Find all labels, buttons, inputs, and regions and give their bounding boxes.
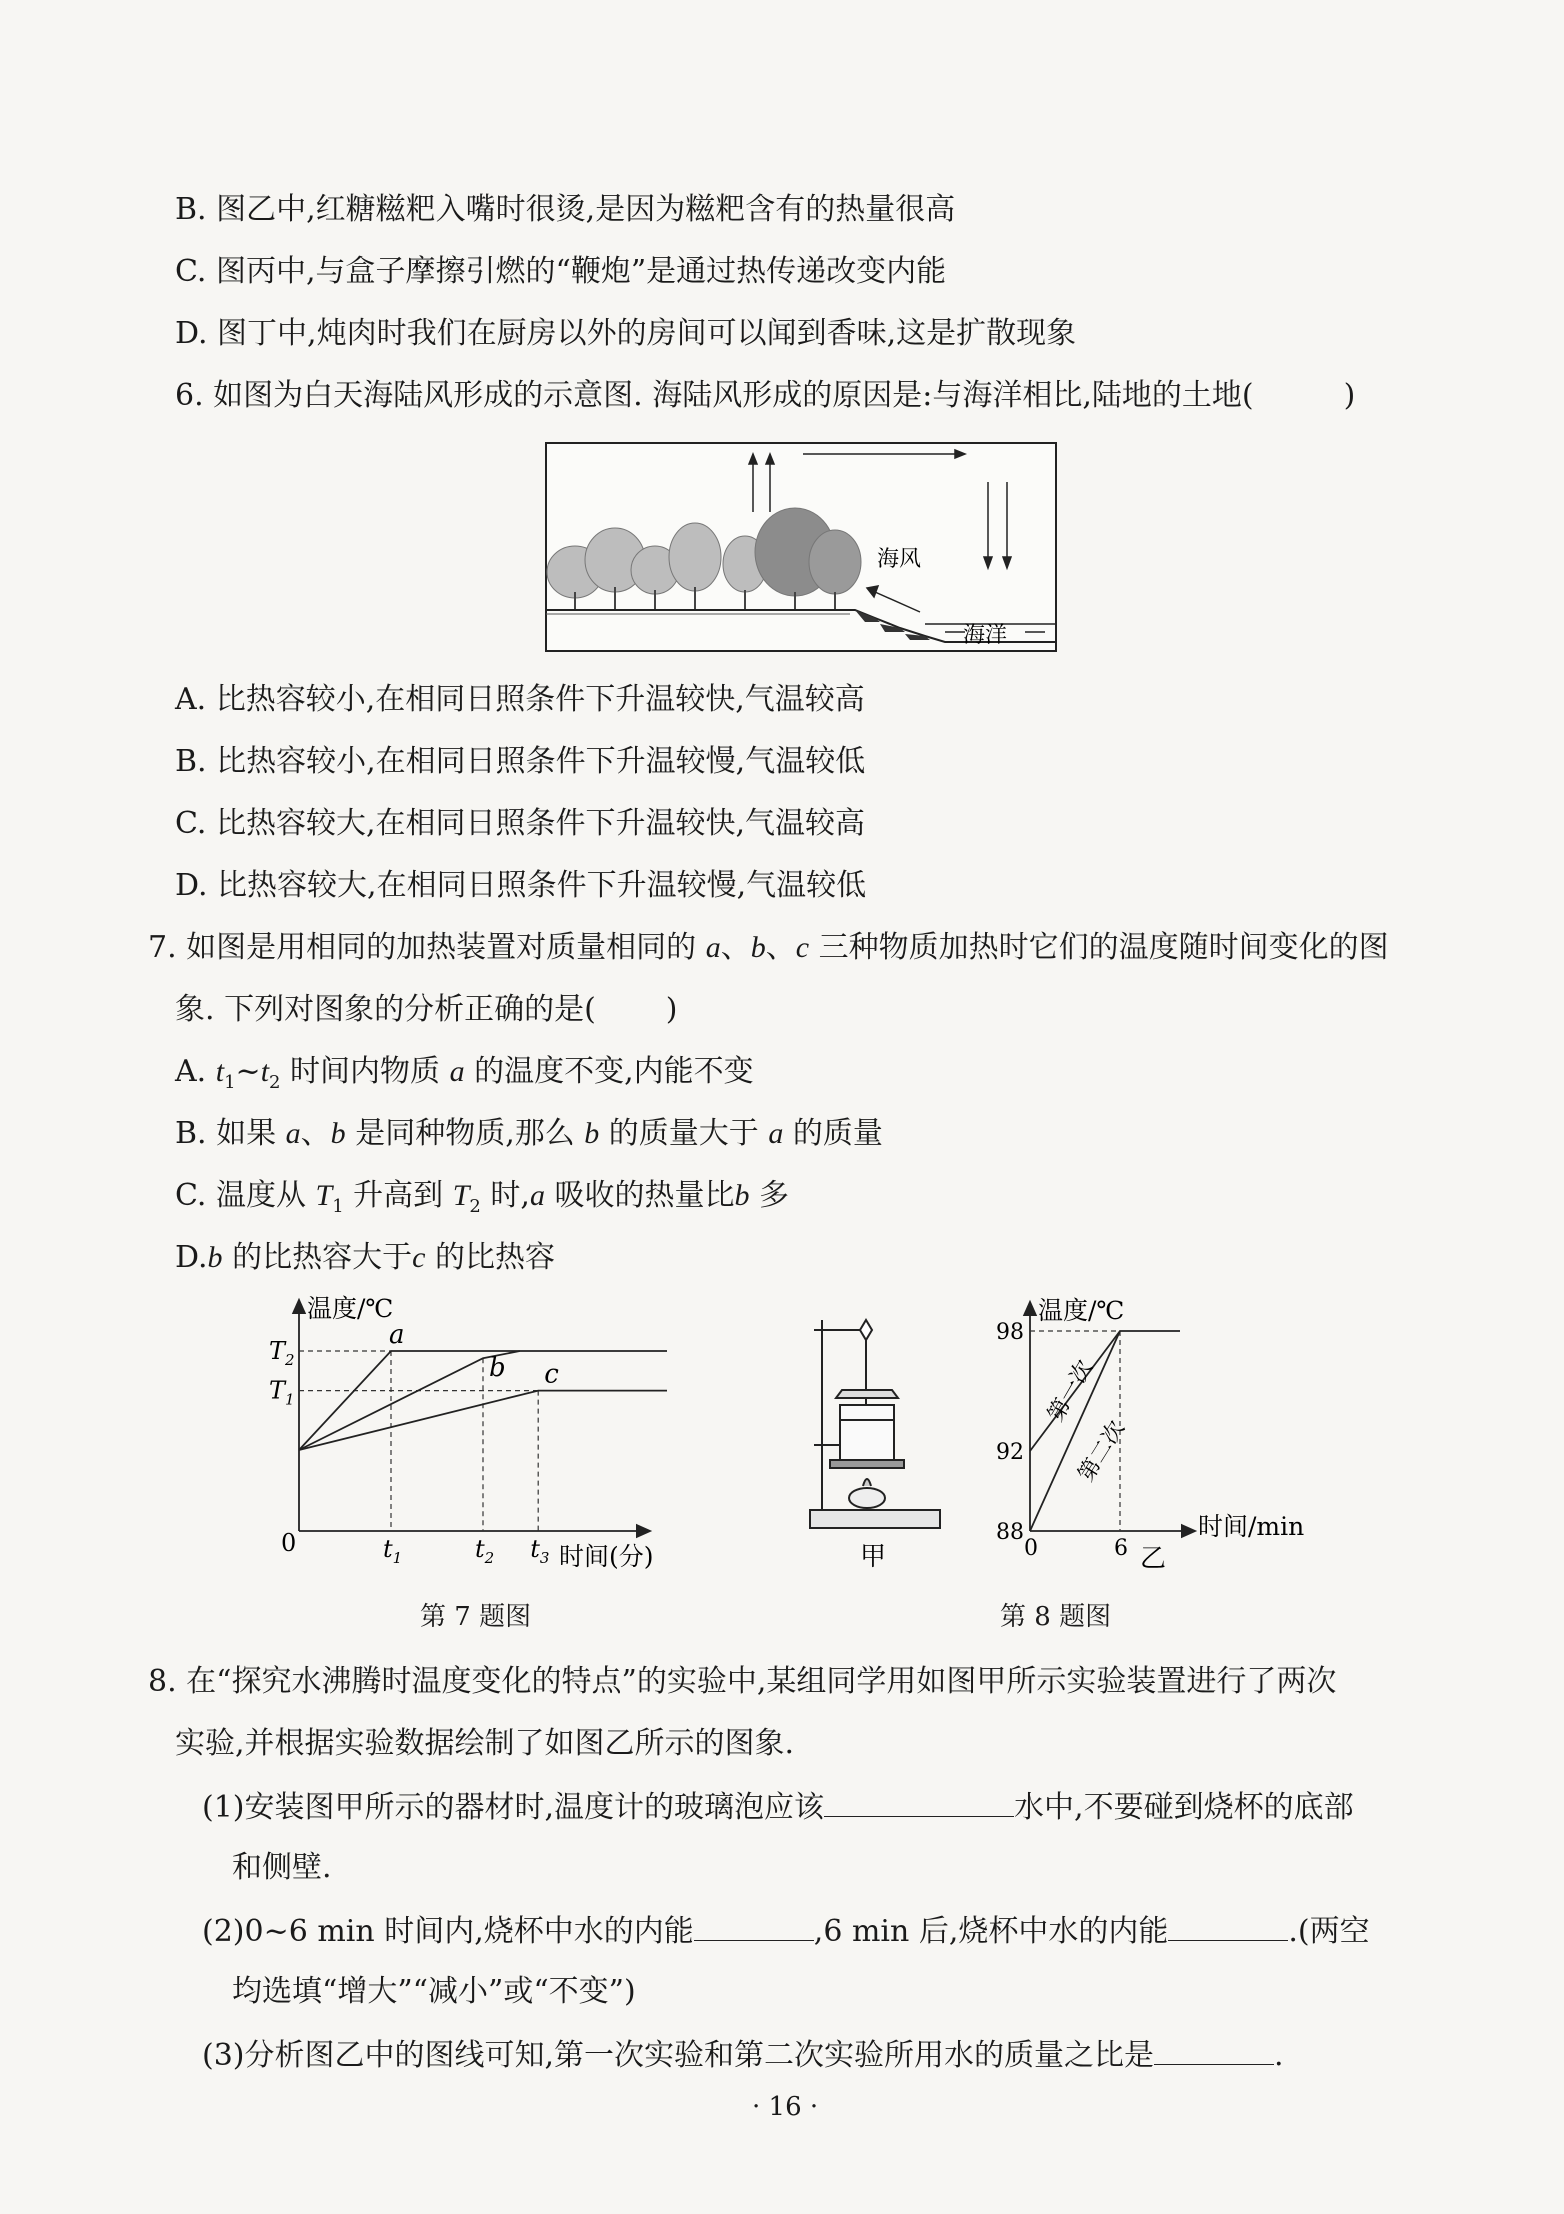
stand-base: [810, 1510, 940, 1528]
q7-option-d: [175, 1238, 555, 1278]
q8-sub1-cont: 和侧壁.: [232, 1850, 332, 1885]
q8-xtick-0: 0: [1024, 1536, 1038, 1561]
q8-ytick-92: 92: [996, 1440, 1024, 1465]
q8-xlabel: 时间/min: [1198, 1512, 1305, 1541]
page-number: · 16 ·: [752, 2092, 819, 2122]
text: 是同种物质,那么: [345, 1116, 585, 1151]
sub: 1: [224, 1072, 236, 1093]
q7-stem-text-3: 象. 下列对图象的分析正确的是(: [175, 992, 596, 1027]
text: 水中,不要碰到烧杯的底部: [1014, 1790, 1354, 1825]
text: 的比热容: [425, 1240, 555, 1275]
q7-option-b: [175, 1114, 883, 1154]
text: (1)安装图甲所示的器材时,温度计的玻璃泡应该: [202, 1790, 825, 1825]
q7-label-b: b: [489, 1353, 506, 1384]
q5-option-b: B. 图乙中,红糖糍粑入嘴时很烫,是因为糍粑含有的热量很高: [175, 192, 956, 227]
text: 时,: [480, 1178, 530, 1213]
gauze: [830, 1460, 904, 1468]
var-a: a: [705, 931, 721, 964]
q7-axes: [299, 1305, 645, 1531]
q7-xtick-t3: $t_3$: [530, 1535, 550, 1567]
q6-option-b: B. 比热容较小,在相同日照条件下升温较慢,气温较低: [175, 744, 866, 779]
text: ,6 min 后,烧杯中水的内能: [813, 1914, 1169, 1949]
q8-labels: [996, 1320, 1130, 1561]
q8-series-label-1: 第一次: [1043, 1356, 1099, 1426]
tilde: ~: [235, 1054, 261, 1089]
q7-chart: [255, 1295, 700, 1575]
q7-xtick-t2: $t_2$: [475, 1535, 495, 1567]
q8-series-label-2: 第二次: [1073, 1416, 1131, 1487]
text: 的比热容大于: [222, 1240, 413, 1275]
var-c: c: [795, 931, 810, 964]
ocean-label: 海洋: [963, 623, 1008, 648]
sub: 2: [269, 1072, 281, 1093]
q8-ytick-98: 98: [996, 1320, 1024, 1345]
sep: 、: [720, 930, 751, 965]
text: 多: [749, 1178, 790, 1213]
q7-stem-line1: [148, 928, 1389, 968]
q8-stem-line2: 实验,并根据实验数据绘制了如图乙所示的图象.: [175, 1726, 795, 1761]
q7-stem-close: ): [665, 992, 678, 1027]
q5-option-c: C. 图丙中,与盒子摩擦引燃的“鞭炮”是通过热传递改变内能: [175, 254, 947, 289]
var-b: b: [330, 1117, 346, 1150]
q7-ytick-T2: $T_2$: [269, 1337, 295, 1369]
text: 吸收的热量比: [544, 1178, 735, 1213]
q8-sub2: [202, 1910, 1370, 1952]
q7-stem-text: 7. 如图是用相同的加热装置对质量相同的: [148, 930, 697, 965]
flame: [863, 1479, 871, 1486]
q5-option-d: D. 图丁中,炖肉时我们在厨房以外的房间可以闻到香味,这是扩散现象: [175, 316, 1077, 351]
text: 时间内物质: [280, 1054, 450, 1089]
sep: 、: [765, 930, 796, 965]
alcohol-lamp: [849, 1488, 885, 1508]
fig-yi-label: 乙: [1140, 1544, 1167, 1574]
q8-sub3: [202, 2034, 1284, 2076]
q7-stem-line2: [175, 990, 678, 1030]
opt-label: A.: [175, 1054, 207, 1089]
text: (3)分析图乙中的图线可知,第一次实验和第二次实验所用水的质量之比是: [202, 2038, 1155, 2073]
q7-option-c: [175, 1176, 789, 1227]
var-b: b: [734, 1179, 750, 1212]
var-T: T: [315, 1179, 333, 1212]
var-b: b: [584, 1117, 600, 1150]
q7-xtick-t1: $t_1$: [383, 1535, 403, 1567]
text: 的质量: [783, 1116, 883, 1151]
text: 升高到: [343, 1178, 453, 1213]
q8-sub1: [202, 1786, 1354, 1828]
var-b: b: [207, 1241, 223, 1274]
text: .(两空: [1288, 1914, 1370, 1949]
var-a: a: [768, 1117, 784, 1150]
q7-origin: 0: [281, 1529, 297, 1557]
answer-blank-2[interactable]: [694, 1910, 814, 1941]
q8-xtick-6: 6: [1114, 1536, 1128, 1561]
q8-chart: [990, 1295, 1340, 1575]
q7-ytick-T1: $T_1$: [269, 1376, 295, 1409]
var-a: a: [449, 1055, 465, 1088]
q8-stem-line1: 8. 在“探究水沸腾时温度变化的特点”的实验中,某组同学用如图甲所示实验装置进行了两次: [148, 1664, 1337, 1699]
text: B. 如果: [175, 1116, 286, 1151]
q6-option-c: C. 比热容较大,在相同日照条件下升温较快,气温较高: [175, 806, 866, 841]
answer-blank-3[interactable]: [1168, 1910, 1288, 1941]
text: (2)0~6 min 时间内,烧杯中水的内能: [202, 1914, 694, 1949]
q7-xlabel: 时间(分): [559, 1542, 654, 1571]
var-T: T: [452, 1179, 470, 1212]
q8-apparatus-figure: [800, 1310, 950, 1580]
fig-jia-label: 甲: [860, 1542, 887, 1572]
q7-stem-text-2: 三种物质加热时它们的温度随时间变化的图: [809, 930, 1389, 965]
beaker: [840, 1405, 894, 1460]
q7-series-b: [299, 1351, 520, 1450]
q7-option-a: [175, 1052, 754, 1103]
text: .: [1274, 2038, 1284, 2073]
lid: [836, 1390, 898, 1398]
q6-stem-close: ): [1343, 378, 1356, 413]
q6-stem: [175, 376, 1355, 416]
var-t: t: [215, 1055, 225, 1088]
var-c: c: [412, 1241, 426, 1274]
sub: 1: [332, 1196, 344, 1217]
q7-label-a: a: [389, 1320, 405, 1350]
q7-ylabel: 温度/℃: [307, 1295, 394, 1323]
q6-option-d: D. 比热容较大,在相同日照条件下升温较慢,气温较低: [175, 868, 867, 903]
q7-label-c: c: [544, 1359, 559, 1390]
q8-ylabel: 温度/℃: [1038, 1296, 1125, 1325]
q8-caption: 第 8 题图: [1000, 1602, 1112, 1632]
text: D.: [175, 1240, 208, 1275]
sub: 2: [469, 1196, 481, 1217]
q7-caption: 第 7 题图: [420, 1602, 532, 1632]
sep: 、: [300, 1116, 331, 1151]
sea-breeze-label: 海风: [877, 547, 922, 572]
var-a: a: [285, 1117, 301, 1150]
q6-option-a: A. 比热容较小,在相同日照条件下升温较快,气温较高: [175, 682, 865, 717]
var-b: b: [750, 931, 766, 964]
answer-blank-4[interactable]: [1154, 2034, 1274, 2065]
text: 的质量大于: [599, 1116, 769, 1151]
var-t: t: [260, 1055, 270, 1088]
q6-sea-breeze-figure: [545, 442, 1057, 654]
q8-sub2-cont: 均选填“增大”“减小”或“不变”): [232, 1974, 636, 2009]
text: C. 温度从: [175, 1178, 316, 1213]
var-a: a: [529, 1179, 545, 1212]
q8-ytick-88: 88: [996, 1520, 1024, 1545]
answer-blank-1[interactable]: [824, 1786, 1014, 1817]
text: 的温度不变,内能不变: [464, 1054, 754, 1089]
q6-stem-text: 6. 如图为白天海陆风形成的示意图. 海陆风形成的原因是:与海洋相比,陆地的土地(: [175, 378, 1254, 413]
